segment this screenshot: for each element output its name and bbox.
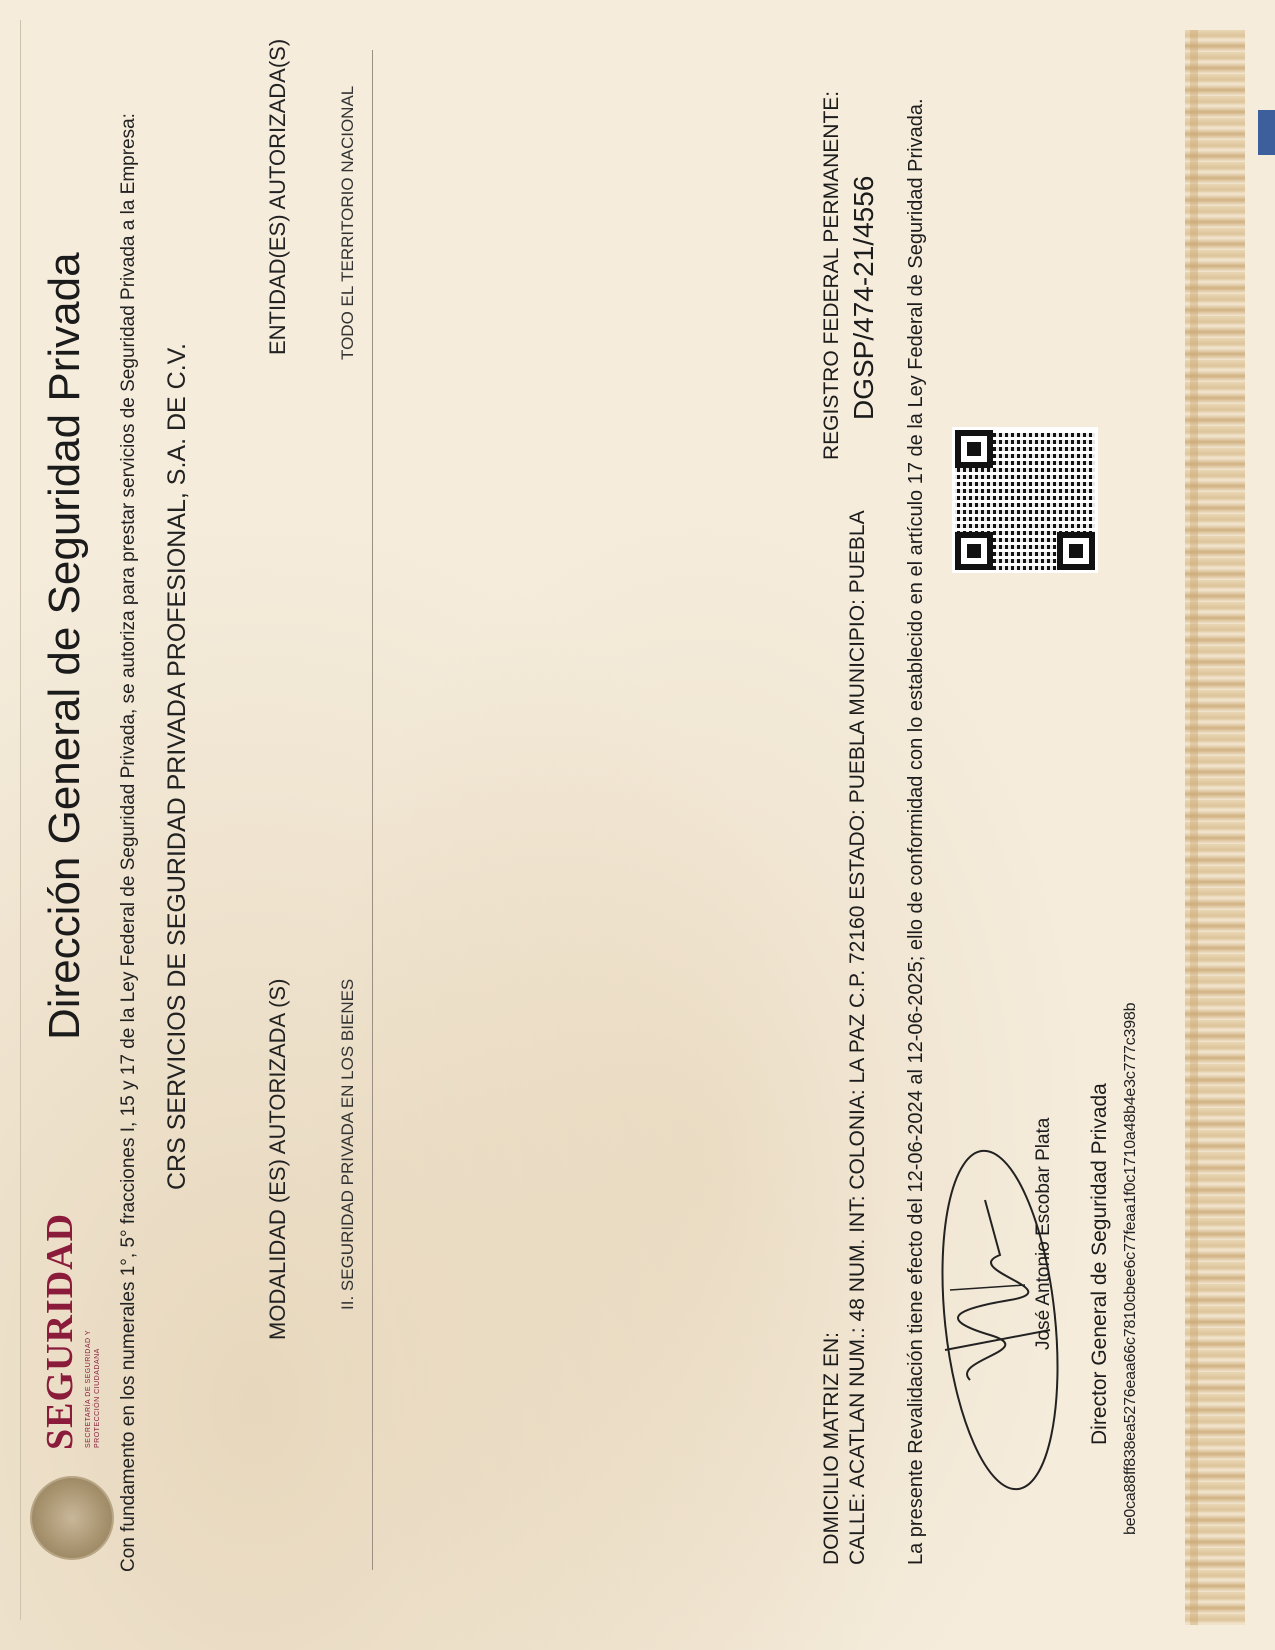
entidades-value: TODO EL TERRITORIO NACIONAL — [338, 85, 357, 360]
modalidades-value: II. SEGURIDAD PRIVADA EN LOS BIENES — [338, 978, 357, 1310]
signatory-name: José Antonio Escobar Plata — [1033, 1117, 1054, 1350]
registro-value: DGSP/474-21/4556 — [848, 175, 879, 420]
logo-subtitle: SECRETARÍA DE SEGURIDAD Y PROTECCIÓN CIUDADANA — [85, 1330, 101, 1448]
revalidation-text: La presente Revalidación tiene efecto del 12-06-2024 al 12-06-2025; ello de conformidad con lo establecido en el artículo 17 de la Ley Federal de Seguridad Privada. — [905, 98, 927, 1565]
company-name: CRS SERVICIOS DE SEGURIDAD PRIVADA PROFESIONAL, S.A. DE C.V. — [163, 343, 191, 1190]
national-seal-icon — [30, 1476, 114, 1560]
logo-wordmark: SEGURIDAD — [39, 1212, 81, 1450]
signatory-role: Director General de Seguridad Privada — [1088, 1083, 1111, 1445]
intro-paragraph: Con fundamento en los numerales 1°, 5° fracciones I, 15 y 17 de la Ley Federal de Seguridad Privada, se autoriza para prestar servicios de Seguridad Privada a la Empresa: — [118, 113, 139, 1572]
entidades-heading: ENTIDAD(ES) AUTORIZADA(S) — [265, 38, 290, 355]
page-title: Dirección General de Seguridad Privada — [40, 252, 89, 1040]
document-hash: be0ca88ff838ea5276eaa66c7810cbee6c77feaa1f0c1710a48b4e3c777c398b — [1122, 1002, 1139, 1535]
section-divider — [372, 50, 373, 1570]
domicilio-value: CALLE: ACATLAN NUM.: 48 NUM. INT: COLONIA: LA PAZ C.P. 72160 ESTADO: PUEBLA MUNICIPIO: PUEBLA — [846, 510, 869, 1565]
registro-heading: REGISTRO FEDERAL PERMANENTE: — [820, 90, 843, 460]
signature-graphic — [930, 1140, 1080, 1500]
domicilio-heading: DOMICILIO MATRIZ EN: — [820, 1332, 843, 1565]
qr-code-icon — [952, 427, 1098, 573]
modalidades-heading: MODALIDAD (ES) AUTORIZADA (S) — [265, 978, 290, 1340]
